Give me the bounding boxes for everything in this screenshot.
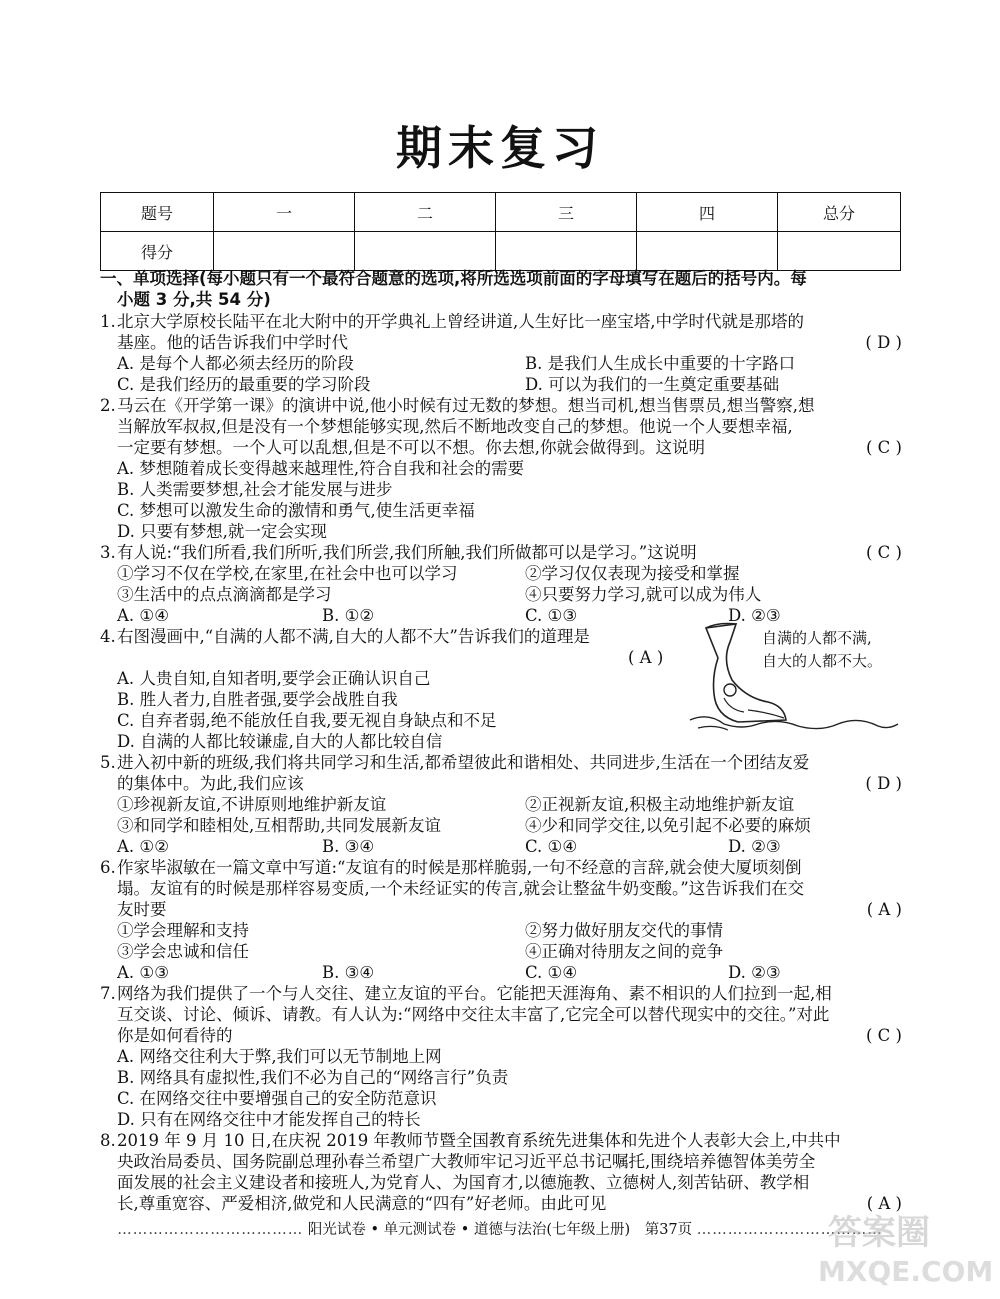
option: A. 梦想随着成长变得越来越理性,符合自我和社会的需要: [117, 459, 525, 478]
section-heading: [100, 268, 905, 310]
answer-bracket: ( D ): [865, 774, 902, 793]
question-number: 4.: [100, 627, 116, 646]
option: D. 只要有梦想,就一定会实现: [117, 522, 327, 541]
option: C. ①③: [525, 606, 578, 625]
option: D. 可以为我们的一生奠定重要基础: [525, 375, 780, 394]
option: C. 自弃者弱,绝不能放任自我,要无视自身缺点和不足: [117, 711, 497, 730]
question-text: 央政治局委员、国务院副总理孙春兰希望广大教师牢记习近平总书记嘱托,围绕培养德智体美劳全: [117, 1152, 816, 1171]
question-text: 马云在《开学第一课》的演讲中说,他小时候有过无数的梦想。想当司机,想当售票员,想当警察,想: [117, 396, 815, 415]
option: C. ①④: [525, 963, 578, 982]
score-cell: [778, 232, 901, 271]
question-text: 基座。他的话告诉我们中学时代: [117, 333, 348, 352]
score-cell: [214, 232, 355, 271]
option: D. ②③: [728, 837, 781, 856]
answer-bracket: ( C ): [866, 438, 902, 457]
watermark-logo: 答案圈: [828, 1213, 930, 1253]
statement: ①珍视新友谊,不讲原则地维护新友谊: [117, 795, 387, 814]
question-number: 8.: [100, 1131, 116, 1150]
question-text: 面发展的社会主义建设者和接班人,为党育人、为国育才,以德施教、立德树人,刻苦钻研、教学相: [117, 1173, 810, 1192]
question-text: 右图漫画中,“自满的人都不满,自大的人都不大”告诉我们的道理是: [117, 627, 590, 646]
statement: ③生活中的点点滴滴都是学习: [117, 585, 332, 604]
question-text: 塌。友谊有的时候是那样容易变质,一个未经证实的传言,就会让整盆牛奶变酸。”这告诉我们在交: [117, 879, 805, 898]
page-footer: [100, 1218, 900, 1239]
option: A. 人贵自知,自知者明,要学会正确认识自己: [117, 669, 431, 688]
score-header-cell: 总分: [778, 193, 901, 232]
option: B. ③④: [322, 837, 375, 856]
question-number: 7.: [100, 984, 116, 1003]
question-text: 你是如何看待的: [117, 1026, 233, 1045]
question-text: 长,尊重宽容、严爱相济,做党和人民满意的“四有”好老师。由此可见: [117, 1194, 607, 1213]
score-row-label: 得分: [101, 232, 214, 271]
option: A. 网络交往利大于弊,我们可以无节制地上网: [117, 1047, 442, 1066]
question-text: 2019 年 9 月 10 日,在庆祝 2019 年教师节暨全国教育系统先进集体和先进个人表彰大会上,中共中: [117, 1131, 841, 1150]
option: C. 在网络交往中要增强自己的安全防范意识: [117, 1089, 437, 1108]
question-text: 当解放军叔叔,但是没有一个梦想能够实现,然后不断地改变自己的梦想。他说一个人要想幸福,: [117, 417, 793, 436]
question-number: 2.: [100, 396, 116, 415]
score-header-cell: 题号: [101, 193, 214, 232]
option: C. 梦想可以激发生命的激情和勇气,使生活更幸福: [117, 501, 475, 520]
option: D. 只有在网络交往中才能发挥自己的特长: [117, 1110, 421, 1129]
option: A. ①④: [117, 606, 169, 625]
statement: ①学会理解和支持: [117, 921, 249, 940]
answer-bracket: ( A ): [866, 1194, 902, 1213]
score-cell: [496, 232, 637, 271]
option: D. ②③: [728, 963, 781, 982]
question-text: 作家毕淑敏在一篇文章中写道:“友谊有的时候是那样脆弱,一句不经意的言辞,就会使大厦顷刻倒: [117, 858, 802, 877]
statement: ②努力做好朋友交代的事情: [525, 921, 723, 940]
answer-bracket: ( A ): [866, 900, 902, 919]
score-header-cell: 三: [496, 193, 637, 232]
option: C. 是我们经历的最重要的学习阶段: [117, 375, 371, 394]
statement: ③和同学和睦相处,互相帮助,共同发展新友谊: [117, 816, 441, 835]
question-number: 6.: [100, 858, 116, 877]
option: A. ①②: [117, 837, 169, 856]
question-text: 友时要: [117, 900, 167, 919]
question-number: 1.: [100, 312, 116, 331]
footer-dots: ………………………………: [696, 1222, 883, 1238]
option: C. ①④: [525, 837, 578, 856]
question-text: 一定要有梦想。一个人可以乱想,但是不可以不想。你去想,你就会做得到。这说明: [117, 438, 705, 457]
score-cell: [355, 232, 496, 271]
question-text: 北京大学原校长陆平在北大附中的开学典礼上曾经讲道,人生好比一座宝塔,中学时代就是那塔的: [117, 312, 804, 331]
page-title: 期末复习: [396, 121, 604, 175]
section-heading-line: 小题 3 分,共 54 分): [117, 290, 271, 309]
option: B. 是我们人生成长中重要的十字路口: [525, 354, 796, 373]
statement: ②学习仅仅表现为接受和掌握: [525, 564, 740, 583]
answer-bracket: ( C ): [866, 543, 902, 562]
option: B. 网络具有虚拟性,我们不必为自己的“网络言行”负责: [117, 1068, 509, 1087]
score-header-cell: 二: [355, 193, 496, 232]
question-number: 5.: [100, 753, 116, 772]
footer-dots: ………………………………: [117, 1222, 304, 1238]
question-text: 互交谈、讨论、倾诉、请教。有人认为:“网络中交往太丰富了,它完全可以替代现实中的交往。”对此: [117, 1005, 830, 1024]
statement: ④只要努力学习,就可以成为伟人: [525, 585, 762, 604]
statement: ④正确对待朋友之间的竞争: [525, 942, 723, 961]
section-heading-line: 一、单项选择(每小题只有一个最符合题意的选项,将所选选项前面的字母填写在题后的括号内。每: [100, 269, 807, 288]
watermark-url: MXQE.COM: [818, 1255, 994, 1288]
statement: ④少和同学交往,以免引起不必要的麻烦: [525, 816, 811, 835]
option: A. ①③: [117, 963, 169, 982]
question-text: 有人说:“我们所看,我们所听,我们所尝,我们所触,我们所做都可以是学习。”这说明: [117, 543, 697, 562]
score-header-cell: 一: [214, 193, 355, 232]
option: D. 自满的人都比较谦虚,自大的人都比较自信: [117, 732, 443, 751]
question-number: 3.: [100, 543, 116, 562]
option: D. ②③: [728, 606, 781, 625]
score-table: [100, 192, 901, 271]
statement: ③学会忠诚和信任: [117, 942, 249, 961]
score-table-score-row: [101, 232, 901, 271]
question-text: 的集体中。为此,我们应该: [117, 774, 304, 793]
question-text: 进入初中新的班级,我们将共同学习和生活,都希望彼此和谐相处、共同进步,生活在一个团结友爱: [117, 753, 810, 772]
option: A. 是每个人都必须去经历的阶段: [117, 354, 354, 373]
statement: ①学习不仅在学校,在家里,在社会中也可以学习: [117, 564, 458, 583]
statement: ②正视新友谊,积极主动地维护新友谊: [525, 795, 795, 814]
cartoon-caption: 自满的人都不满,: [762, 629, 872, 647]
question-text: 网络为我们提供了一个与人交往、建立友谊的平台。它能把天涯海角、素不相识的人们拉到一起,相: [117, 984, 832, 1003]
option: B. 人类需要梦想,社会才能发展与进步: [117, 480, 393, 499]
footer-text: 阳光试卷 • 单元测试卷 • 道德与法治(七年级上册) 第37页: [307, 1222, 693, 1238]
answer-bracket: ( C ): [866, 1026, 902, 1045]
score-header-cell: 四: [637, 193, 778, 232]
score-table-header-row: [101, 193, 901, 232]
option: B. 胜人者力,自胜者强,要学会战胜自我: [117, 690, 398, 709]
option: B. ①②: [322, 606, 375, 625]
option: B. ③④: [322, 963, 375, 982]
answer-bracket: ( D ): [865, 333, 902, 352]
answer-bracket: ( A ): [628, 648, 664, 667]
cartoon-caption: 自大的人都不大。: [762, 652, 883, 670]
score-cell: [637, 232, 778, 271]
